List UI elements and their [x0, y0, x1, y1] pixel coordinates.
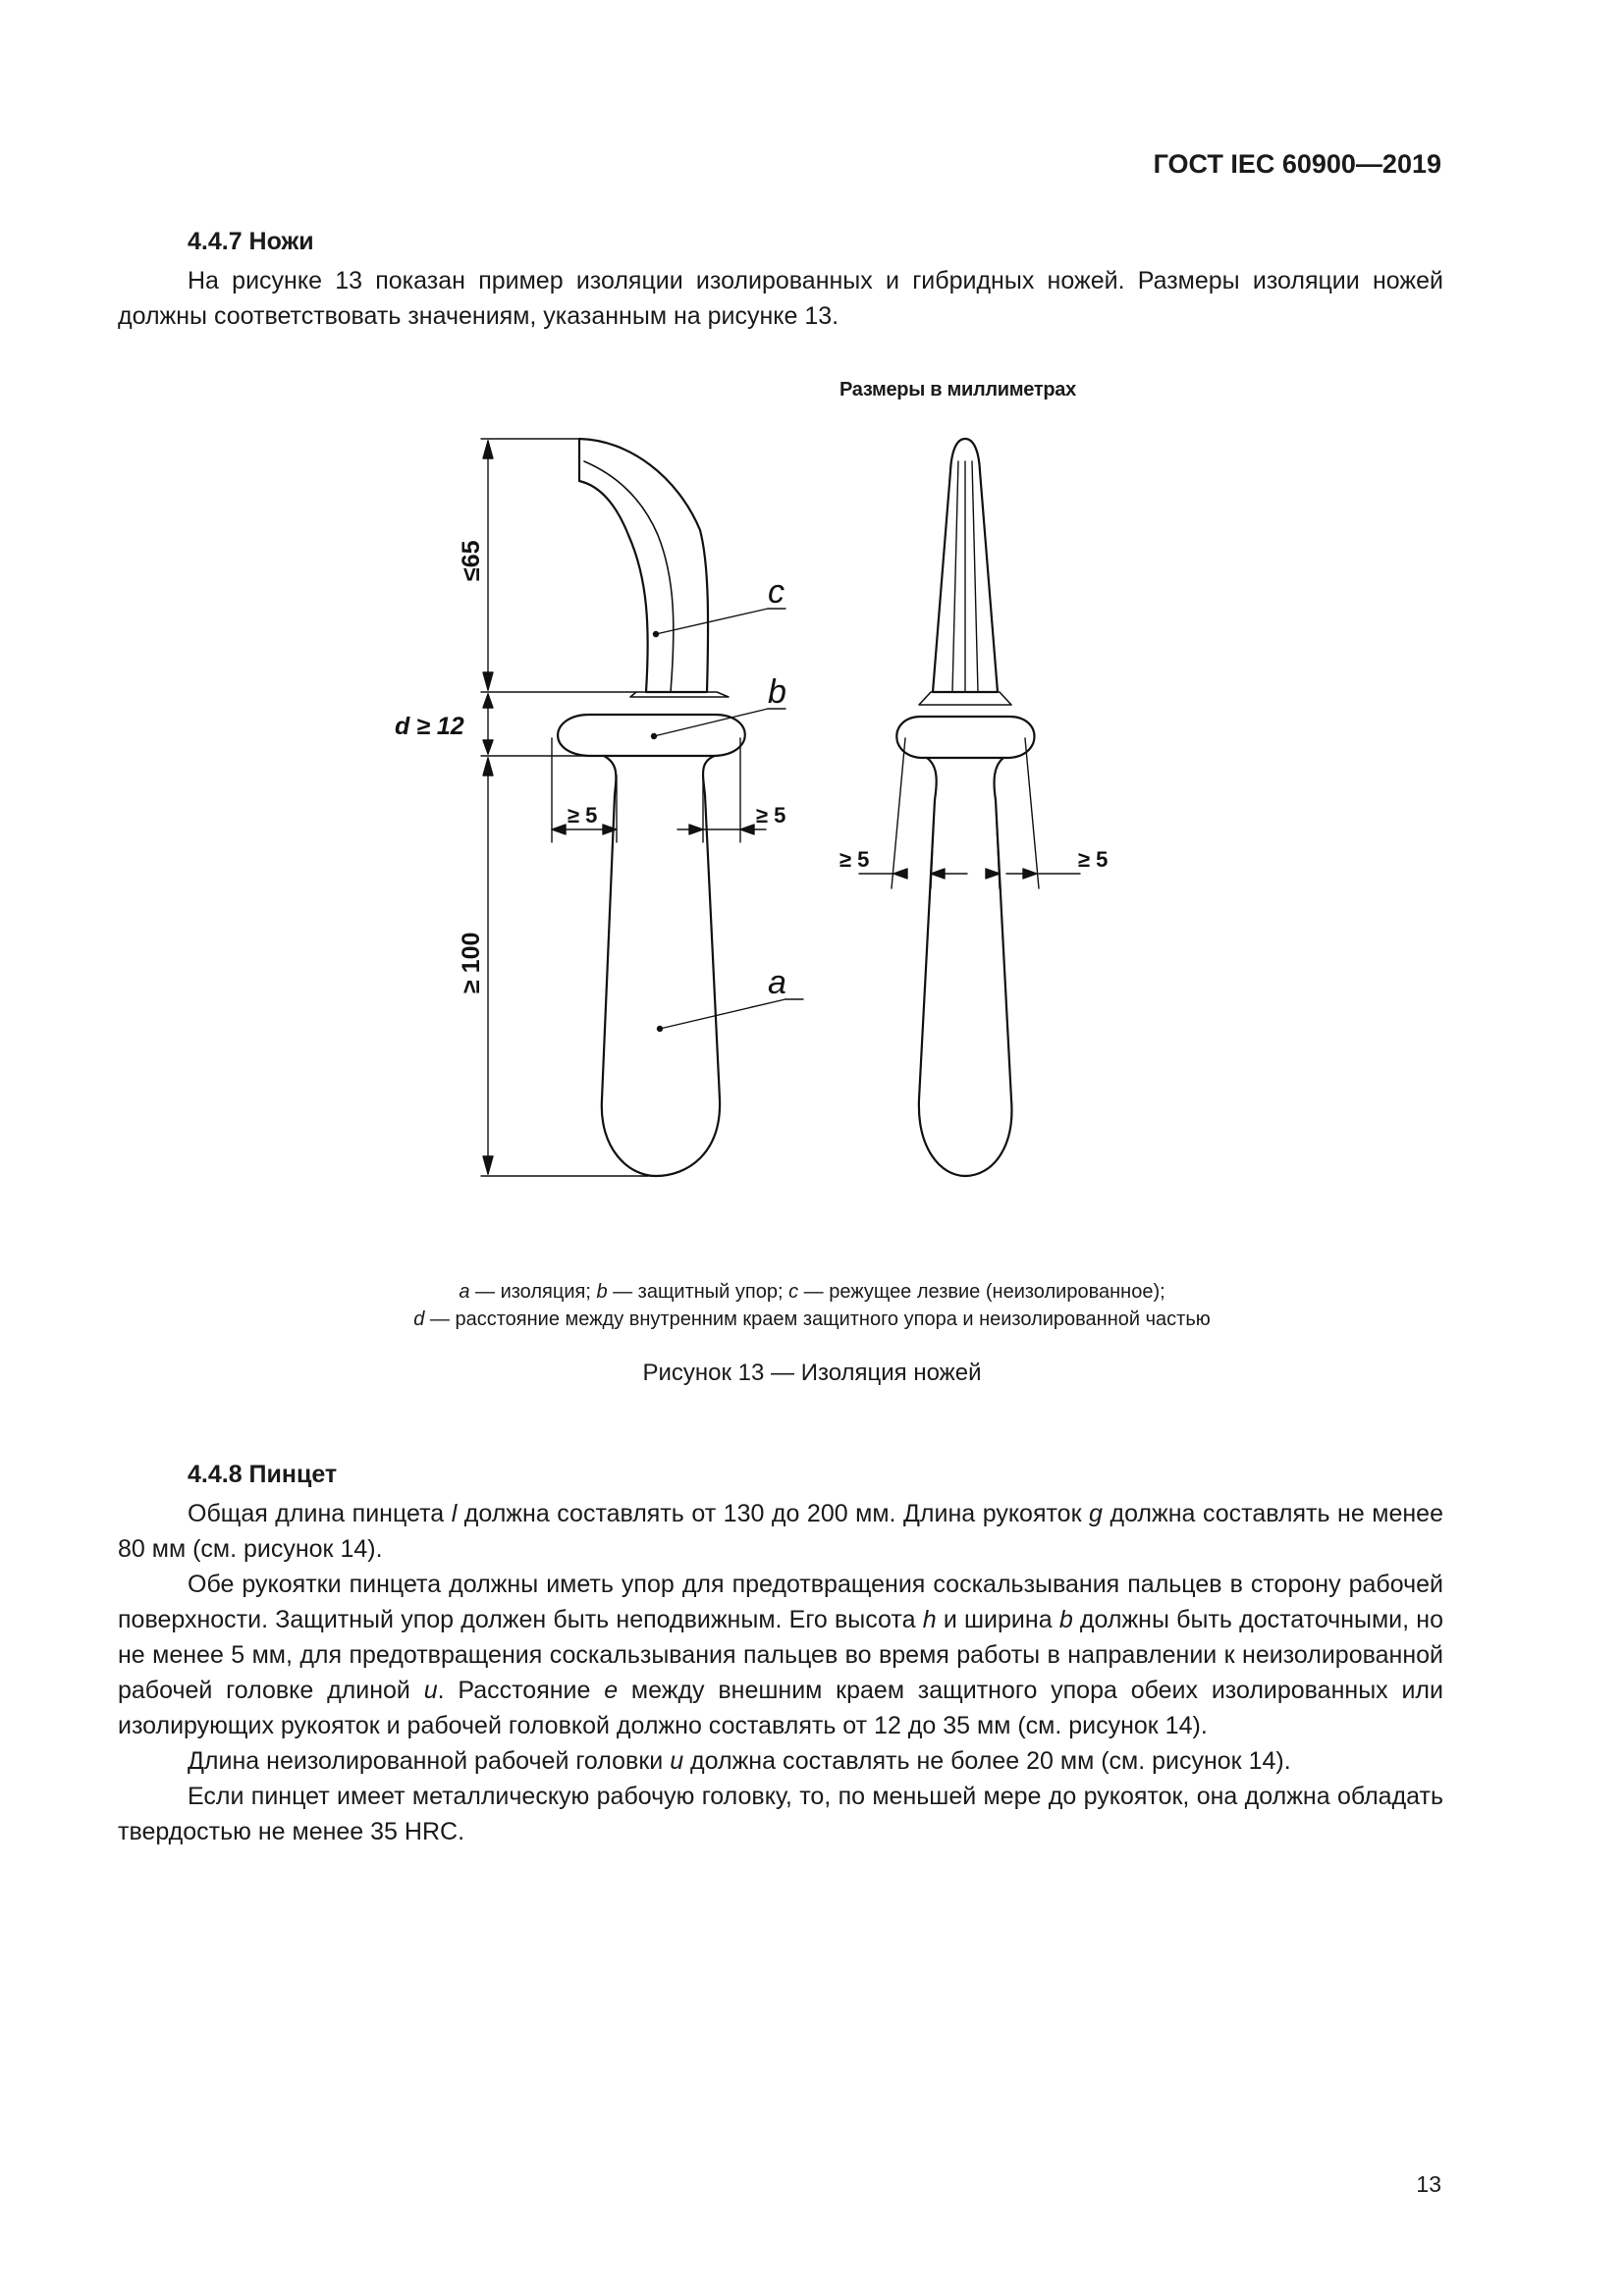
- leader-a: [660, 999, 785, 1029]
- var-e: e: [604, 1677, 619, 1704]
- figure-caption: Рисунок 13 — Изоляция ножей: [642, 1360, 982, 1386]
- section-paragraph-447: На рисунке 13 показан пример изоляции изолированных и гибридных ножей. Размеры изоляции ножей должны соответствовать значениям, указанным на рисунке 13.: [118, 267, 1443, 330]
- var-u: u: [670, 1747, 684, 1775]
- legend-text-a: — изоляция;: [469, 1281, 597, 1303]
- legend-text-b: — защитный упор;: [607, 1281, 789, 1303]
- label-dim-right-5: ≥ 5: [756, 803, 786, 828]
- paragraph-448-3: [118, 1743, 1443, 1779]
- legend-text-d: — расстояние между внутренним краем защитного упора и неизолированной частью: [424, 1308, 1211, 1330]
- var-h: h: [922, 1606, 937, 1633]
- text-run: должны быть достаточными, но не менее 5 мм, для предотвращения соскальзывания пальцев во время работы в направлении к неизолированной рабочей головке длиной: [118, 1606, 1443, 1704]
- text-run: . Расстояние: [437, 1677, 605, 1704]
- dimension-guard-overhang-front: [859, 738, 1080, 888]
- label-dim-left-5: ≥ 5: [568, 803, 598, 828]
- var-b: b: [1058, 1606, 1073, 1633]
- legend-key-b: b: [596, 1281, 608, 1303]
- legend-line-2: [196, 1306, 1428, 1333]
- label-a: a: [768, 964, 786, 1001]
- label-c: c: [768, 573, 785, 611]
- legend-line-1: [196, 1278, 1428, 1306]
- label-dim-blade: ≤65: [458, 540, 485, 581]
- text-run: Общая длина пинцета: [188, 1500, 452, 1527]
- text-run: Обе рукоятки пинцета должны иметь упор для предотвращения соскальзывания пальцев в сторону рабочей поверхности. Защитный упор должен быть неподвижным. Его высота: [118, 1571, 1443, 1633]
- text-run: и ширина: [936, 1606, 1059, 1633]
- section-title-447: 4.4.7 Ножи: [188, 228, 314, 255]
- label-dim-side-right-5: ≥ 5: [1078, 847, 1109, 872]
- cutting-blade: [579, 439, 708, 692]
- insulation-handle: [602, 756, 720, 1176]
- section-title-448: 4.4.8 Пинцет: [188, 1461, 338, 1488]
- leader-b: [654, 709, 768, 736]
- var-g: g: [1089, 1500, 1103, 1527]
- var-u: u: [423, 1677, 438, 1704]
- label-dim-d: d ≥ 12: [395, 713, 464, 740]
- text-run: должна составлять не более 20 мм (см. рисунок 14).: [683, 1747, 1291, 1775]
- text-run: между внешним краем защитного упора обеих изолированных или изолирующих рукояток и рабочей головкой должно составлять от 12 до 35 мм (см. рисунок 14).: [118, 1677, 1443, 1739]
- legend-key-a: a: [459, 1281, 470, 1303]
- label-b: b: [768, 673, 786, 711]
- figure-legend: [196, 1278, 1428, 1333]
- label-dim-side-left-5: ≥ 5: [839, 847, 870, 872]
- legend-key-d: d: [413, 1308, 425, 1330]
- figure-units-note: Размеры в миллиметрах: [839, 379, 1076, 400]
- legend-key-c: c: [788, 1281, 799, 1303]
- paragraph-448-1: [118, 1496, 1443, 1567]
- standard-header: ГОСТ IEC 60900—2019: [1153, 149, 1441, 179]
- dimension-handle-length: [481, 758, 648, 1176]
- text-run: Длина неизолированной рабочей головки: [188, 1747, 671, 1775]
- label-dim-handle: ≥ 100: [458, 932, 485, 993]
- knife-front-view: [896, 439, 1034, 1176]
- section-body-448: [118, 1496, 1443, 1849]
- legend-text-c: — режущее лезвие (неизолированное);: [798, 1281, 1165, 1303]
- var-l: l: [451, 1500, 458, 1527]
- text-run: должна составлять от 130 до 200 мм. Длина рукояток: [457, 1500, 1090, 1527]
- dimension-d: [481, 694, 589, 756]
- paragraph-448-4: Если пинцет имеет металлическую рабочую головку, то, по меньшей мере до рукояток, она должна обладать твердостью не менее 35 HRC.: [118, 1783, 1443, 1845]
- text-run: должна составлять не менее 80 мм (см. рисунок 14).: [118, 1500, 1443, 1563]
- blade-edge-line: [584, 461, 674, 692]
- page-number: 13: [1416, 2171, 1441, 2197]
- paragraph-448-2: [118, 1567, 1443, 1743]
